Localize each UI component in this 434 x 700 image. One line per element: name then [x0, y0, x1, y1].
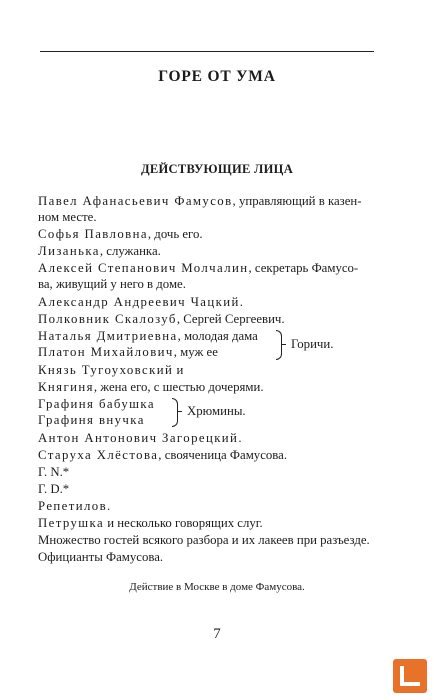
- character-name: Лизанька: [38, 244, 100, 258]
- cast-line: [38, 412, 145, 428]
- cast-line: [38, 498, 110, 514]
- cast-line: [38, 260, 358, 276]
- character-desc: .: [238, 431, 242, 445]
- character-name: Графиня бабушка: [38, 397, 155, 411]
- character-name: Князь Тугоуховский: [38, 363, 174, 377]
- character-desc: , служанка.: [99, 244, 161, 258]
- cast-line: [38, 328, 258, 344]
- character-desc: и: [173, 363, 184, 377]
- cast-line: [38, 209, 97, 225]
- cast-line: [38, 193, 362, 209]
- character-name: Полковник Скалозуб: [38, 312, 177, 326]
- character-name: Графиня внучка: [38, 413, 145, 427]
- cast-line: [38, 226, 203, 242]
- group-label-khryuminy: Хрюмины.: [187, 404, 246, 418]
- character-name: Петрушка: [38, 516, 105, 530]
- character-desc: , молодая дама: [177, 329, 258, 343]
- cast-line: [38, 481, 69, 497]
- cast-line: [38, 464, 69, 480]
- character-desc: Г. N.*: [38, 465, 70, 479]
- cast-line: [38, 430, 242, 446]
- cast-line: [38, 344, 218, 360]
- character-desc: , свояченица Фамусова.: [158, 448, 288, 462]
- character-desc: и несколько говорящих слуг.: [104, 516, 263, 530]
- cast-line: [38, 294, 243, 310]
- top-rule: [40, 51, 374, 52]
- character-name: Павел Афанасьевич Фамусов: [38, 194, 233, 208]
- character-desc: Официанты Фамусова.: [38, 550, 164, 564]
- character-desc: ва, живущий у него в доме.: [38, 277, 186, 291]
- character-desc: , секретарь Фамусо-: [248, 261, 359, 275]
- character-name: Наталья Дмитриевна: [38, 329, 178, 343]
- character-name: Софья Павловна: [38, 227, 148, 241]
- cast-line: [38, 243, 161, 259]
- cast-line: [38, 362, 183, 378]
- page-number: 7: [213, 626, 221, 642]
- character-name: Александр Андреевич Чацкий: [38, 295, 240, 309]
- character-desc: Множество гостей всякого разбора и их лакеев при разъезде.: [38, 533, 370, 547]
- play-title: ГОРЕ ОТ УМА: [158, 68, 276, 85]
- cast-line: [38, 311, 285, 327]
- character-name: Платон Михайлович: [38, 345, 174, 359]
- publisher-logo: [393, 659, 427, 693]
- cast-line: [38, 379, 264, 395]
- character-name: Старуха Хлёстова: [38, 448, 159, 462]
- cast-line: [38, 532, 370, 548]
- setting-note: Действие в Москве в доме Фамусова.: [129, 581, 305, 593]
- character-name: Алексей Степанович Молчалин: [38, 261, 249, 275]
- character-name: Княгиня: [38, 380, 94, 394]
- character-desc: , управляющий в казен-: [232, 194, 362, 208]
- character-desc: .: [107, 499, 111, 513]
- character-desc: , Сергей Сергеевич.: [176, 312, 285, 326]
- character-desc: , дочь его.: [147, 227, 203, 241]
- cast-line: [38, 276, 186, 292]
- character-name: Репетилов: [38, 499, 108, 513]
- character-desc: , муж ее: [173, 345, 218, 359]
- cast-line: [38, 549, 163, 565]
- character-name: Антон Антонович Загорецкий: [38, 431, 239, 445]
- cast-line: [38, 515, 263, 531]
- cast-line: [38, 447, 287, 463]
- character-desc: Г. D.*: [38, 482, 70, 496]
- cast-line: [38, 396, 155, 412]
- character-desc: .: [239, 295, 243, 309]
- cast-heading: ДЕЙСТВУЮЩИЕ ЛИЦА: [140, 162, 294, 176]
- character-desc: ном месте.: [38, 210, 97, 224]
- character-desc: , жена его, с шестью дочерями.: [93, 380, 264, 394]
- group-label-gorichi: Горичи.: [291, 337, 334, 351]
